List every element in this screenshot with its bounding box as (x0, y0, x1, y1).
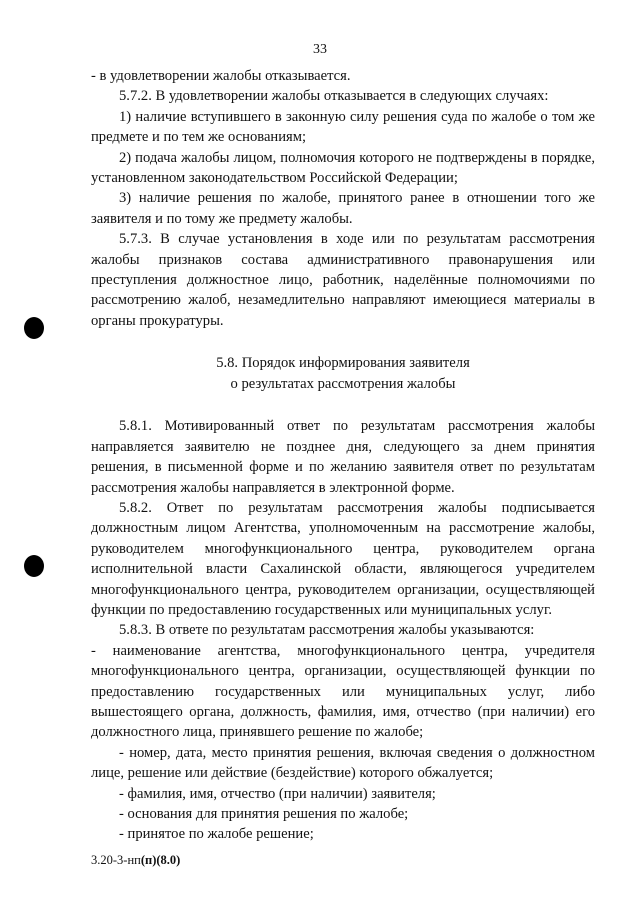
page-number: 33 (313, 42, 327, 57)
document-body (91, 66, 595, 845)
list-item: - принятое по жалобе решение; (119, 826, 314, 843)
list-item: - фамилия, имя, отчество (при наличии) заявителя; (119, 785, 436, 802)
list-item: - наименование агентства, многофункционального центра, учредителя многофункционального центра, организации, осуществляющей функции по предоставлению государственных или муниципальных услуг, либо вышестоящего органа, должность, фамилия, имя, отчество (при наличии) его должностного лица, принявшего решение по жалобе; (91, 642, 595, 741)
section-heading (91, 353, 595, 395)
punch-hole-mark (24, 555, 44, 577)
section-heading-line: о результатах рассмотрения жалобы (230, 376, 456, 393)
paragraph: 1) наличие вступившего в законную силу решения суда по жалобе о том же предмете и по тем же основаниям; (91, 108, 595, 146)
paragraph: 5.8.1. Мотивированный ответ по результатам рассмотрения жалобы направляется заявителю не позднее дня, следующего за днем принятия решения, в письменной форме и по желанию заявителя ответ по результатам рассмотрения жалобы направляется в электронной форме. (91, 418, 595, 496)
document-code-suffix: (п)(8.0) (140, 853, 181, 867)
paragraph: 2) подача жалобы лицом, полномочия которого не подтверждены в порядке, установленном законодательством Российской Федерации; (91, 149, 595, 187)
paragraph: 3) наличие решения по жалобе, принятого ранее в отношении того же заявителя и по тому же предмету жалобы. (91, 190, 595, 227)
punch-hole-mark (24, 317, 44, 339)
document-code-footer (91, 853, 180, 868)
section-heading-line: 5.8. Порядок информирования заявителя (216, 355, 470, 372)
document-code: 3.20-3-нп (91, 853, 141, 867)
paragraph: 5.8.3. В ответе по результатам рассмотрения жалобы указываются: (119, 622, 535, 639)
paragraph: 5.8.2. Ответ по результатам рассмотрения жалобы подписывается должностным лицом Агентства, уполномоченным на рассмотрение жалобы, руководителем многофункционального центра, руководителем органа исполнительной власти Сахалинской области, являющегося учредителем многофункционального центра, руководителем организации, осуществляющей функции по предоставлению государственных или муниципальных услуг. (91, 499, 595, 618)
paragraph: 5.7.2. В удовлетворении жалобы отказывается в следующих случаях: (119, 88, 549, 105)
paragraph: - в удовлетворении жалобы отказывается. (91, 68, 351, 84)
paragraph: 5.7.3. В случае установления в ходе или по результатам рассмотрения жалобы признаков состава административного правонарушения или преступления должностное лицо, работник, наделённые полномочиями по рассмотрению жалоб, незамедлительно направляют имеющиеся материалы в органы прокуратуры. (91, 231, 595, 329)
list-item: - основания для принятия решения по жалобе; (119, 806, 409, 822)
list-item: - номер, дата, место принятия решения, включая сведения о должностном лице, решение или действие (бездействие) которого обжалуется; (91, 744, 595, 782)
